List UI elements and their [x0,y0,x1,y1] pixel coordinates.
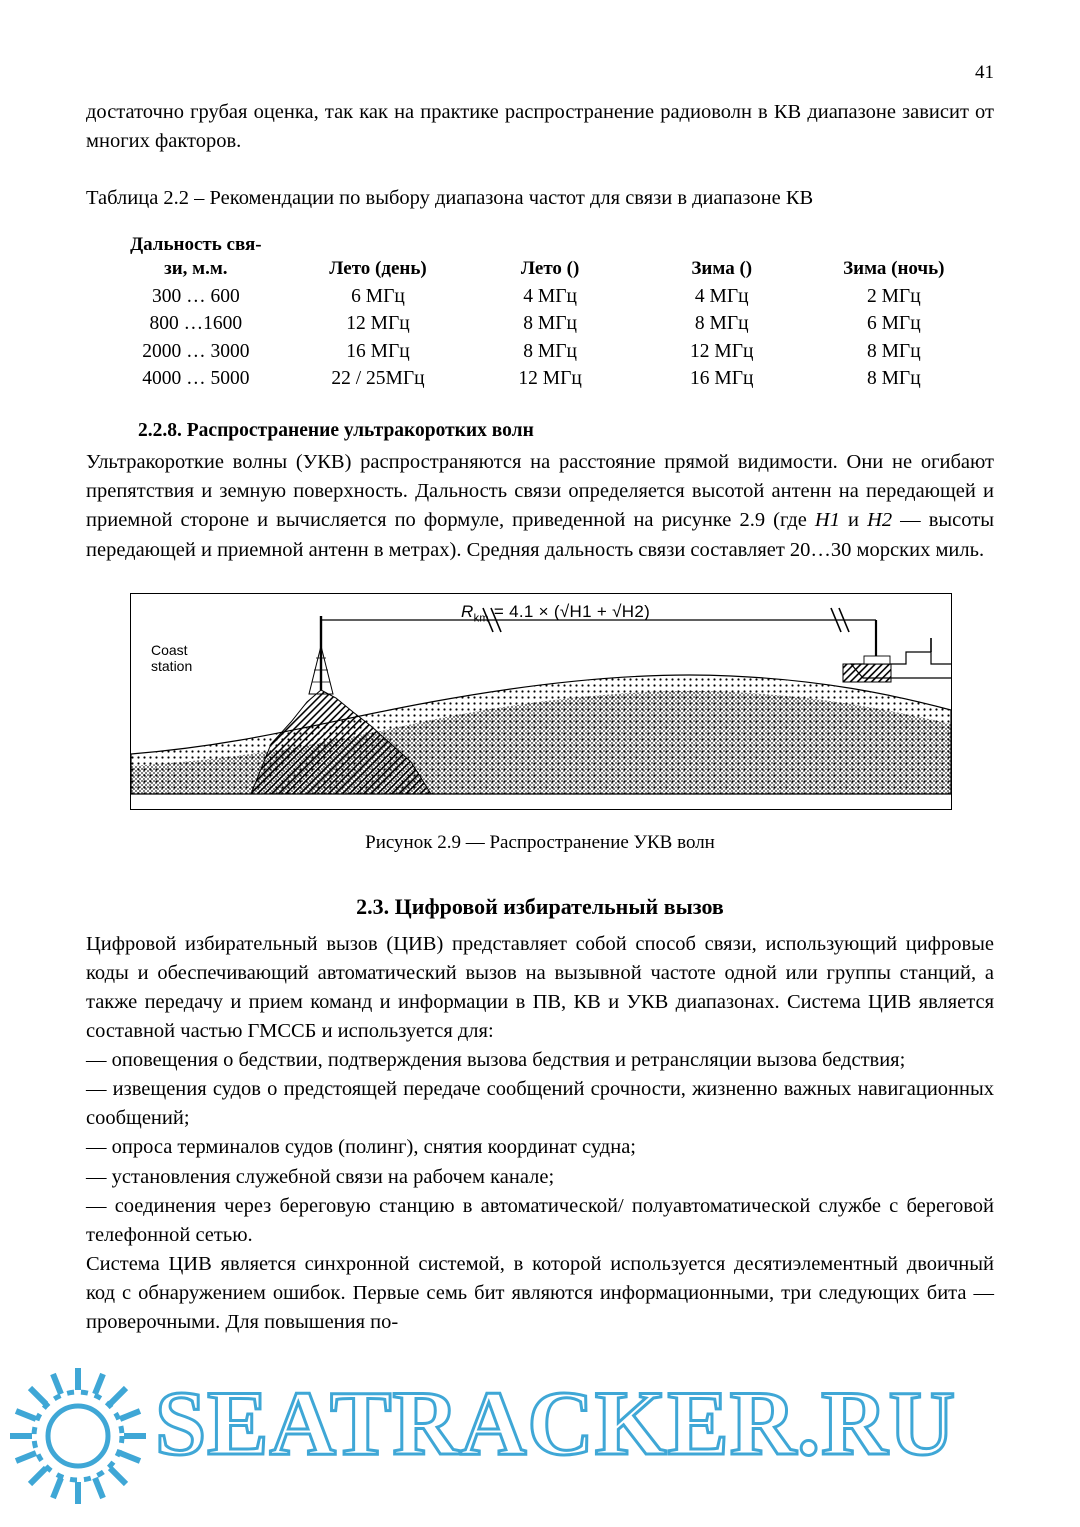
table-row [100,310,980,337]
figure-formula [461,602,650,624]
table-row [100,338,980,365]
table-header-distance-line2: зи, м.м. [164,258,228,280]
bullet-item: — оповещения о бедствии, подтверждения вызова бедствия и ретрансляции вызова бедствия; [86,1049,906,1072]
coast-station-label-line1: Coast [151,641,188,658]
intro-paragraph: достаточно грубая оценка, так как на практике распространение радиоволн в КВ диапазоне зависит от многих факторов. [86,101,994,153]
frequency-recommendation-table [100,231,980,392]
ship-base [843,664,891,682]
cell-summer-night: 8 МГц [523,340,577,362]
cell-summer-day: 22 / 25МГц [331,367,425,389]
table-header-row [100,231,980,283]
formula-km: km [473,612,489,625]
table-row [100,283,980,310]
cell-winter-day: 8 МГц [694,313,749,335]
table-caption: Таблица 2.2 – Рекомендации по выбору диапазона частот для связи в диапазоне КВ [86,187,814,210]
table-header-summer-day: Лето (день) [329,258,427,280]
cell-summer-day: 6 МГц [351,285,405,307]
bullet-item: — установления служебной связи на рабочем канале; [86,1165,555,1188]
cell-summer-night: 12 МГц [518,367,582,389]
cell-winter-day: 12 МГц [690,340,754,362]
watermark [0,1342,1080,1527]
page-number: 41 [975,62,994,83]
cell-distance: 300 … 600 [151,285,240,307]
subsection-paragraph [86,448,994,564]
bullet-item: — опроса терминалов судов (полинг), снятия координат судна; [86,1136,636,1159]
symbol-h1: Н1 [814,509,840,532]
table-header-summer-night: Лето () [520,258,580,280]
formula-rest: = 4.1 × (√H1 + √H2) [493,601,651,621]
figure-caption: Рисунок 2.9 — Распространение УКВ волн [365,831,715,853]
cell-summer-night: 8 МГц [523,313,577,335]
table-header-distance-line1: Дальность свя- [130,234,262,256]
symbol-h2: Н2 [867,509,893,532]
coast-station-label [151,642,192,674]
cell-winter-night: 8 МГц [866,340,921,362]
subsection-paragraph-mid: и [839,509,868,532]
table-row [100,365,980,392]
table-header-winter-day: Зима () [691,258,753,280]
figure-image [130,593,952,810]
cell-distance: 2000 … 3000 [142,340,250,362]
bullet-item: — извещения судов о предстоящей передаче сообщений срочности, жизненно важных навигационных сообщений; [86,1078,994,1130]
figure-2-9 [130,593,950,854]
sun-logo-icon [8,1364,148,1514]
bullet-item: — соединения через береговую станцию в автоматической/ полуавтоматической службе с береговой телефонной сетью. [86,1194,994,1246]
cell-summer-day: 12 МГц [346,313,410,335]
section-paragraph-1: Цифровой избирательный вызов (ЦИВ) представляет собой способ связи, использующий цифровые коды и обеспечивающий автоматический вызов на вызывной частоте одной или группы станций, а также передачу и прием команд и информации в ПВ, КВ и УКВ диапазонах. Система ЦИВ является составной частью ГМССБ и используется для: [86,932,994,1042]
cell-distance: 800 …1600 [149,313,243,335]
formula-r: R [461,601,474,621]
subsection-paragraph-part2: — высоты передающей и приемной антенн в метрах). Средняя дальность связи составляет 20…30 морских миль. [86,509,994,561]
cell-summer-day: 16 МГц [346,340,410,362]
table-header-distance [100,231,292,283]
vhf-propagation-illustration [131,594,951,809]
watermark-text: SEATRACKER.RU [155,1372,957,1474]
cell-winter-night: 8 МГц [866,367,921,389]
cell-winter-day: 4 МГц [694,285,749,307]
cell-winter-night: 6 МГц [866,313,921,335]
cell-summer-night: 4 МГц [523,285,577,307]
subsection-heading: 2.2.8. Распространение ультракоротких волн [138,420,534,442]
cell-distance: 4000 … 5000 [142,367,250,389]
table-header-winter-night: Зима (ночь) [843,258,945,280]
subsection-paragraph-part1: Ультракороткие волны (УКВ) распространяются на расстояние прямой видимости. Они не огибают препятствия и земную поверхность. Дальность связи определяется высотой антенн на передающей и приемной стороне и вычисляется по формуле, приведенной на рисунке 2.9 (где [86,451,994,532]
section-title: 2.3. Цифровой избирательный вызов [356,893,724,919]
section-paragraph-2: Система ЦИВ является синхронной системой, в которой используется десятиэлементный двоичный код с обнаружением ошибок. Первые семь бит являются информационными, три следующих бита — проверочными. Для повышения по- [86,1252,994,1334]
page-content [86,98,994,1337]
cell-winter-day: 16 МГц [690,367,754,389]
cell-winter-night: 2 МГц [866,285,921,307]
coast-station-label-line2: station [151,657,193,674]
